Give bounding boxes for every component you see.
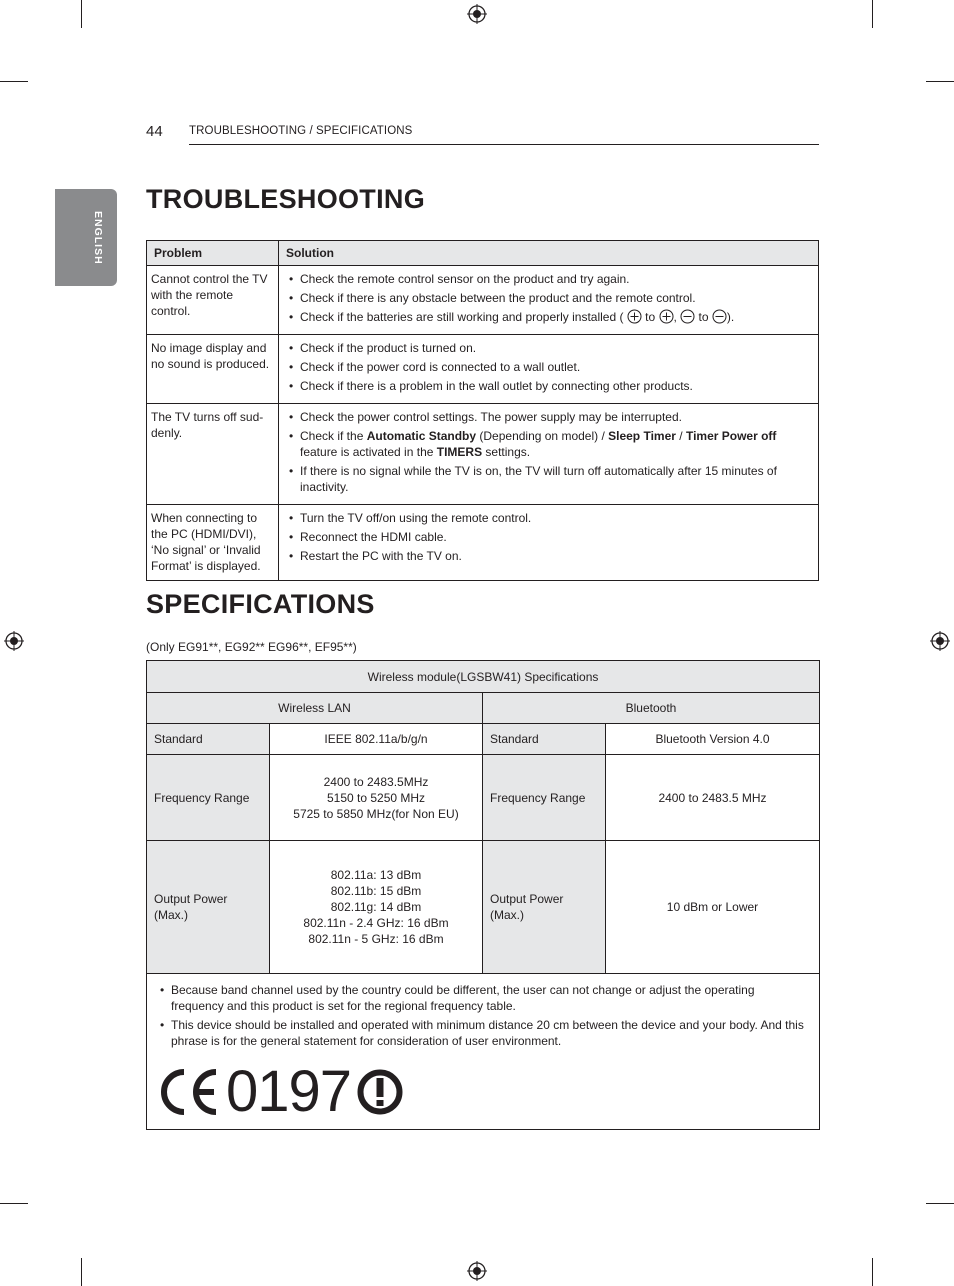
solution-text: feature is activated in the	[300, 445, 437, 459]
wlan-standard-value: IEEE 802.11a/b/g/n	[270, 724, 483, 755]
solution-text: Check if the	[300, 429, 367, 443]
output-power-label-line: Output Power	[154, 892, 228, 906]
solution-text: to	[645, 310, 656, 324]
solution-item: • If there is no signal while the TV is on, the TV will turn off automatically after 15 minutes of inactivity.	[288, 463, 814, 495]
output-power-label-line: (Max.)	[154, 908, 188, 922]
solution-item	[288, 428, 814, 460]
crop-mark	[872, 0, 873, 28]
wlan-power-value	[270, 841, 483, 974]
crop-mark	[872, 1258, 873, 1286]
solution-cell	[279, 404, 819, 505]
menu-name: TIMERS	[436, 445, 483, 459]
table-row	[147, 693, 820, 724]
table-row	[147, 661, 820, 693]
page-number: 44	[146, 123, 163, 140]
standard-label: Standard	[147, 724, 270, 755]
table-header-row	[147, 241, 819, 266]
problem-cell: When connecting to the PC (HDMI/DVI), ‘No signal’ or ‘Invalid Format’ is displayed.	[147, 505, 279, 581]
specifications-title: SPECIFICATIONS	[146, 589, 375, 619]
solution-item: • Check if there is any obstacle between the product and the remote control.	[288, 290, 814, 306]
battery-plus-icon	[659, 309, 674, 324]
wlan-power-line: 802.11n - 2.4 GHz: 16 dBm	[303, 916, 449, 930]
table-row	[147, 974, 820, 1130]
wlan-power-line: 802.11a: 13 dBm	[330, 868, 422, 882]
crop-mark	[926, 81, 954, 82]
bluetooth-header: Bluetooth	[483, 693, 820, 724]
running-header: TROUBLESHOOTING / SPECIFICATIONS	[189, 125, 413, 137]
solution-text: (Depending on model) /	[476, 429, 609, 443]
header-rule	[189, 144, 819, 145]
solution-item: • Check if the power cord is connected to a wall outlet.	[288, 359, 814, 375]
problem-cell: No image display and no sound is produced.	[147, 335, 279, 404]
solution-item: • Restart the PC with the TV on.	[288, 548, 814, 564]
output-power-label-line: Output Power	[490, 892, 564, 906]
crop-mark	[81, 0, 82, 28]
ce-marking	[154, 1059, 807, 1124]
solution-text: Check if the batteries are still working and properly installed (	[300, 310, 624, 324]
output-power-label-line: (Max.)	[490, 908, 524, 922]
battery-plus-icon	[627, 309, 642, 324]
frequency-label: Frequency Range	[483, 755, 606, 841]
table-row	[147, 266, 819, 335]
crop-mark	[926, 1203, 954, 1204]
solution-text: /	[675, 429, 686, 443]
model-note: (Only EG91**, EG92** EG96**, EF95**)	[146, 640, 357, 654]
table-row	[147, 505, 819, 581]
crop-mark	[0, 81, 28, 82]
output-power-label	[147, 841, 270, 974]
solution-item: • Check the power control settings. The power supply may be interrupted.	[288, 409, 814, 425]
menu-name: Timer Power off	[685, 429, 777, 443]
solution-text: to	[698, 310, 709, 324]
solution-item: • Check the remote control sensor on the product and try again.	[288, 271, 814, 287]
table-row	[147, 841, 820, 974]
battery-minus-icon	[680, 309, 695, 324]
problem-cell: Cannot control the TV with the remote control.	[147, 266, 279, 335]
standard-label: Standard	[483, 724, 606, 755]
spec-note: • Because band channel used by the country could be different, the user can not change or adjust the operating frequency and this product is set for the regional frequency table.	[159, 982, 807, 1014]
solution-cell	[279, 505, 819, 581]
solution-item: • Reconnect the HDMI cable.	[288, 529, 814, 545]
menu-name: Sleep Timer	[608, 429, 676, 443]
registration-mark-icon	[467, 4, 487, 24]
solution-cell	[279, 335, 819, 404]
registration-mark-icon	[4, 631, 24, 651]
language-tab	[55, 189, 117, 286]
solution-item: • Check if there is a problem in the wall outlet by connecting other products.	[288, 378, 814, 394]
bt-power-value: 10 dBm or Lower	[606, 841, 820, 974]
notified-body-number: 0197	[226, 1059, 352, 1124]
solution-column-header: Solution	[279, 241, 819, 266]
table-row	[147, 724, 820, 755]
output-power-label	[483, 841, 606, 974]
wlan-frequency-value	[270, 755, 483, 841]
specifications-table	[146, 660, 820, 1130]
table-row	[147, 755, 820, 841]
crop-mark	[81, 1258, 82, 1286]
frequency-label: Frequency Range	[147, 755, 270, 841]
wlan-power-line: 802.11g: 14 dBm	[330, 900, 422, 914]
bt-frequency-value: 2400 to 2483.5 MHz	[606, 755, 820, 841]
troubleshooting-table	[146, 240, 819, 581]
solution-cell	[279, 266, 819, 335]
table-row	[147, 404, 819, 505]
wlan-frequency-line: 5150 to 5250 MHz	[326, 790, 426, 805]
wlan-frequency-line: 5725 to 5850 MHz(for Non EU)	[293, 806, 459, 821]
ce-logo-icon	[154, 1067, 222, 1117]
problem-column-header: Problem	[147, 241, 279, 266]
troubleshooting-title: TROUBLESHOOTING	[146, 184, 425, 214]
language-tab-label: ENGLISH	[92, 211, 104, 265]
crop-mark	[0, 1203, 28, 1204]
solution-item: • Check if the batteries are still working and properly installed ( to , to ).	[288, 309, 814, 325]
bt-standard-value: Bluetooth Version 4.0	[606, 724, 820, 755]
solution-item: • Turn the TV off/on using the remote control.	[288, 510, 814, 526]
solution-text: settings.	[482, 445, 531, 459]
battery-minus-icon	[712, 309, 727, 324]
registration-mark-icon	[467, 1261, 487, 1281]
menu-name: Automatic Standby	[366, 429, 477, 443]
solution-text: ).	[726, 310, 735, 324]
alert-sign-icon	[357, 1069, 403, 1115]
spec-table-title: Wireless module(LGSBW41) Specifications	[147, 661, 820, 693]
spec-notes-cell	[147, 974, 820, 1130]
solution-item: • Check if the product is turned on.	[288, 340, 814, 356]
problem-cell: The TV turns off sud-denly.	[147, 404, 279, 505]
wlan-frequency-line: 2400 to 2483.5MHz	[323, 774, 429, 789]
table-row	[147, 335, 819, 404]
spec-note: • This device should be installed and operated with minimum distance 20 cm between the device and your body. And this phrase is for the general statement for consideration of user environment.	[159, 1017, 807, 1049]
wlan-power-line: 802.11b: 15 dBm	[330, 884, 422, 898]
registration-mark-icon	[930, 631, 950, 651]
wlan-power-line: 802.11n - 5 GHz: 16 dBm	[308, 932, 444, 946]
wireless-lan-header: Wireless LAN	[147, 693, 483, 724]
